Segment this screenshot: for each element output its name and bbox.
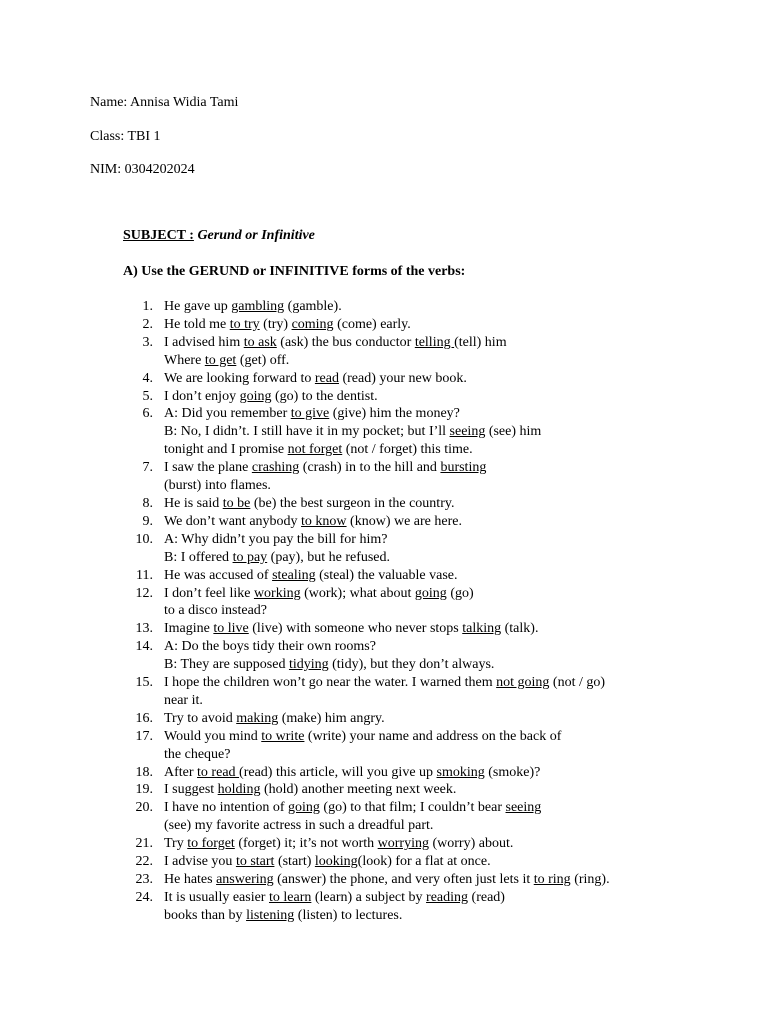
exercise-line	[0, 781, 768, 799]
answer-text: to give	[290, 406, 330, 422]
exercise-line	[0, 602, 768, 620]
answer-text: reading	[426, 889, 469, 905]
sentence-text: (give) him the money?	[329, 406, 460, 422]
exercise-item	[0, 674, 768, 710]
answer-text: to ask	[243, 334, 277, 350]
exercise-line	[0, 817, 768, 835]
sentence-text: Where	[164, 352, 205, 368]
exercise-line	[0, 459, 768, 477]
exercise-line	[0, 710, 768, 728]
exercise-number: 24.	[135, 889, 153, 905]
exercise-item	[0, 495, 768, 513]
sentence-text: (try)	[259, 316, 292, 332]
sentence-text: (get) off.	[236, 352, 290, 368]
student-name: Name: Annisa Widia Tami	[90, 95, 239, 110]
sentence-text: (tidy), but they don’t always.	[328, 657, 495, 673]
exercise-line	[0, 746, 768, 764]
exercise-line	[0, 674, 768, 692]
answer-text: to forget	[187, 836, 235, 852]
answer-text: to get	[204, 352, 237, 368]
exercise-number: 13.	[135, 621, 153, 637]
exercise-line	[0, 477, 768, 495]
answer-text: to pay	[232, 549, 268, 565]
exercise-list	[0, 298, 768, 925]
sentence-text: (steal) the valuable vase.	[315, 567, 458, 583]
exercise-line	[0, 656, 768, 674]
answer-text: read	[314, 370, 339, 386]
exercise-number: 22.	[135, 854, 153, 870]
sentence-text: (ask) the bus conductor	[276, 334, 415, 350]
exercise-line	[0, 692, 768, 710]
answer-text: to learn	[268, 889, 312, 905]
exercise-number: 1.	[142, 299, 153, 314]
sentence-text: He was accused of	[164, 567, 273, 583]
sentence-text: It is usually easier	[164, 889, 269, 905]
exercise-line	[0, 370, 768, 388]
sentence-text: (live) with someone who never stops	[248, 621, 463, 637]
sentence-text: (write) your name and address on the back of	[304, 728, 562, 744]
sentence-text: (read)	[468, 889, 505, 905]
exercise-line	[0, 423, 768, 441]
answer-text: to know	[301, 513, 347, 529]
exercise-item	[0, 405, 768, 459]
sentence-text: I have no intention of	[164, 800, 289, 816]
exercise-number: 4.	[142, 370, 153, 386]
sentence-text: He hates	[164, 872, 217, 887]
exercise-number: 10.	[135, 531, 153, 547]
exercise-item	[0, 298, 768, 316]
sentence-text: (go) to the dentist.	[271, 388, 378, 404]
exercise-item	[0, 585, 768, 621]
sentence-text: (start)	[274, 854, 315, 870]
exercise-number: 6.	[142, 406, 153, 422]
subject-label: SUBJECT :	[123, 228, 194, 243]
answer-text: talking	[462, 621, 502, 637]
sentence-text: (tell) him	[454, 334, 507, 350]
answer-text: working	[253, 585, 301, 601]
sentence-text: (pay), but he refused.	[267, 549, 391, 565]
answer-text: to read	[197, 764, 240, 780]
sentence-text: He gave up	[164, 299, 232, 314]
sentence-text: Try	[164, 836, 188, 852]
exercise-item	[0, 567, 768, 585]
sentence-text: (not / go)	[549, 675, 606, 691]
exercise-item	[0, 835, 768, 853]
subject-value: Gerund or Infinitive	[197, 228, 315, 243]
exercise-line	[0, 531, 768, 549]
exercise-number: 11.	[136, 567, 153, 583]
exercise-item	[0, 620, 768, 638]
exercise-line	[0, 316, 768, 334]
exercise-number: 17.	[135, 728, 153, 744]
student-nim: NIM: 0304202024	[90, 162, 195, 177]
sentence-text: (see) him	[485, 424, 542, 440]
sentence-text: (read) your new book.	[338, 370, 467, 386]
exercise-line	[0, 835, 768, 853]
sentence-text: (crash) in to the hill and	[299, 460, 441, 476]
exercise-item	[0, 871, 768, 889]
sentence-text: He is said	[164, 495, 223, 511]
answer-text: going	[414, 585, 447, 601]
sentence-text: B: I offered	[164, 549, 233, 565]
exercise-line	[0, 728, 768, 746]
answer-text: telling	[414, 334, 455, 350]
sentence-text: (worry) about.	[428, 836, 514, 852]
sentence-text: A: Why didn’t you pay the bill for him?	[164, 531, 388, 547]
sentence-text: (make) him angry.	[278, 710, 385, 726]
exercise-line	[0, 620, 768, 638]
exercise-item	[0, 513, 768, 531]
sentence-text: A: Did you remember	[164, 406, 291, 422]
sentence-text: (forget) it; it’s not worth	[234, 836, 378, 852]
exercise-line	[0, 853, 768, 871]
sentence-text: (hold) another meeting next week.	[260, 782, 457, 798]
exercise-line	[0, 889, 768, 907]
answer-text: listening	[246, 907, 295, 923]
exercise-number: 15.	[135, 675, 153, 691]
answer-text: seeing	[449, 424, 486, 440]
answer-text: going	[288, 800, 320, 816]
answer-text: bursting	[440, 460, 487, 476]
exercise-number: 7.	[142, 460, 153, 476]
exercise-number: 9.	[142, 513, 153, 529]
answer-text: seeing	[505, 800, 542, 816]
exercise-number: 12.	[135, 585, 153, 601]
exercise-number: 16.	[135, 710, 153, 726]
sentence-text: He told me	[164, 316, 230, 332]
answer-text: stealing	[272, 567, 316, 583]
exercise-number: 23.	[135, 872, 153, 887]
sentence-text: (see) my favorite actress in such a dreadful part.	[164, 818, 434, 834]
exercise-number: 20.	[135, 800, 153, 816]
exercise-item	[0, 710, 768, 728]
answer-text: answering	[216, 872, 274, 887]
sentence-text: (ring).	[570, 872, 610, 887]
sentence-text: (know) we are here.	[346, 513, 462, 529]
sentence-text: I advise you	[164, 854, 236, 870]
section-title: A) Use the GERUND or INFINITIVE forms of the verbs:	[123, 264, 466, 279]
exercise-line	[0, 495, 768, 513]
exercise-item	[0, 728, 768, 764]
student-class: Class: TBI 1	[90, 129, 161, 144]
exercise-item	[0, 781, 768, 799]
sentence-text: books than by	[164, 907, 247, 923]
exercise-line	[0, 388, 768, 406]
sentence-text: I don’t feel like	[164, 585, 254, 601]
sentence-text: (be) the best surgeon in the country.	[250, 495, 455, 511]
answer-text: worrying	[377, 836, 429, 852]
exercise-number: 8.	[142, 495, 153, 511]
sentence-text: (go) to that film; I couldn’t bear	[319, 800, 506, 816]
answer-text: to try	[229, 316, 260, 332]
exercise-line	[0, 405, 768, 423]
sentence-text: (go)	[446, 585, 474, 601]
sentence-text: (work); what about	[300, 585, 415, 601]
answer-text: making	[236, 710, 279, 726]
sentence-text: (burst) into flames.	[164, 478, 271, 494]
exercise-line	[0, 567, 768, 585]
sentence-text: We don’t want anybody	[164, 513, 302, 529]
sentence-text: (answer) the phone, and very often just lets it	[273, 872, 534, 887]
exercise-item	[0, 853, 768, 871]
sentence-text: I don’t enjoy	[164, 388, 240, 404]
sentence-text: (gamble).	[284, 299, 342, 314]
sentence-text: (not / forget) this time.	[342, 442, 473, 458]
answer-text: tidying	[288, 657, 329, 673]
sentence-text: I suggest	[164, 782, 218, 798]
sentence-text: (learn) a subject by	[311, 889, 427, 905]
sentence-text: (talk).	[501, 621, 539, 637]
answer-text: not forget	[287, 442, 343, 458]
sentence-text: A: Do the boys tidy their own rooms?	[164, 639, 376, 655]
exercise-item	[0, 388, 768, 406]
exercise-line	[0, 352, 768, 370]
exercise-line	[0, 764, 768, 782]
sentence-text: I hope the children won’t go near the water. I warned them	[164, 675, 497, 691]
answer-text: going	[239, 388, 272, 404]
exercise-item	[0, 638, 768, 674]
exercise-line	[0, 513, 768, 531]
sentence-text: (read) this article, will you give up	[239, 764, 437, 780]
exercise-number: 5.	[142, 388, 153, 404]
exercise-item	[0, 764, 768, 782]
sentence-text: (listen) to lectures.	[294, 907, 403, 923]
exercise-item	[0, 334, 768, 370]
sentence-text: B: No, I didn’t. I still have it in my pocket; but I’ll	[164, 424, 450, 440]
sentence-text: tonight and I promise	[164, 442, 288, 458]
exercise-item	[0, 459, 768, 495]
answer-text: smoking	[436, 764, 485, 780]
exercise-line	[0, 298, 768, 316]
sentence-text: Try to avoid	[164, 710, 237, 726]
sentence-text: near it.	[164, 692, 203, 708]
answer-text: to live	[213, 621, 249, 637]
sentence-text: (look) for a flat at once.	[357, 854, 491, 870]
exercise-line	[0, 549, 768, 567]
exercise-number: 3.	[142, 334, 153, 350]
exercise-number: 14.	[135, 639, 153, 655]
answer-text: to write	[261, 728, 305, 744]
exercise-line	[0, 334, 768, 352]
answer-text: gambling	[231, 299, 285, 314]
exercise-line	[0, 638, 768, 656]
exercise-number: 18.	[135, 764, 153, 780]
sentence-text: B: They are supposed	[164, 657, 289, 673]
subject-line	[123, 227, 315, 245]
sentence-text: the cheque?	[164, 746, 231, 762]
exercise-line	[0, 907, 768, 925]
sentence-text: Imagine	[164, 621, 214, 637]
exercise-item	[0, 889, 768, 925]
exercise-item	[0, 799, 768, 835]
sentence-text: Would you mind	[164, 728, 262, 744]
answer-text: to ring	[533, 872, 571, 887]
sentence-text: After	[164, 764, 198, 780]
answer-text: looking	[314, 854, 358, 870]
sentence-text: I saw the plane	[164, 460, 252, 476]
exercise-line	[0, 441, 768, 459]
sentence-text: We are looking forward to	[164, 370, 315, 386]
answer-text: to be	[222, 495, 251, 511]
answer-text: coming	[291, 316, 334, 332]
exercise-item	[0, 316, 768, 334]
exercise-item	[0, 370, 768, 388]
sentence-text: to a disco instead?	[164, 603, 268, 619]
exercise-item	[0, 531, 768, 567]
answer-text: holding	[217, 782, 261, 798]
sentence-text: I advised him	[164, 334, 244, 350]
exercise-line	[0, 799, 768, 817]
exercise-number: 19.	[135, 782, 153, 798]
answer-text: not going	[496, 675, 550, 691]
answer-text: crashing	[251, 460, 300, 476]
exercise-number: 2.	[142, 316, 153, 332]
exercise-line	[0, 871, 768, 889]
sentence-text: (come) early.	[333, 316, 411, 332]
sentence-text: (smoke)?	[484, 764, 541, 780]
answer-text: to start	[235, 854, 275, 870]
exercise-number: 21.	[135, 836, 153, 852]
exercise-line	[0, 585, 768, 603]
